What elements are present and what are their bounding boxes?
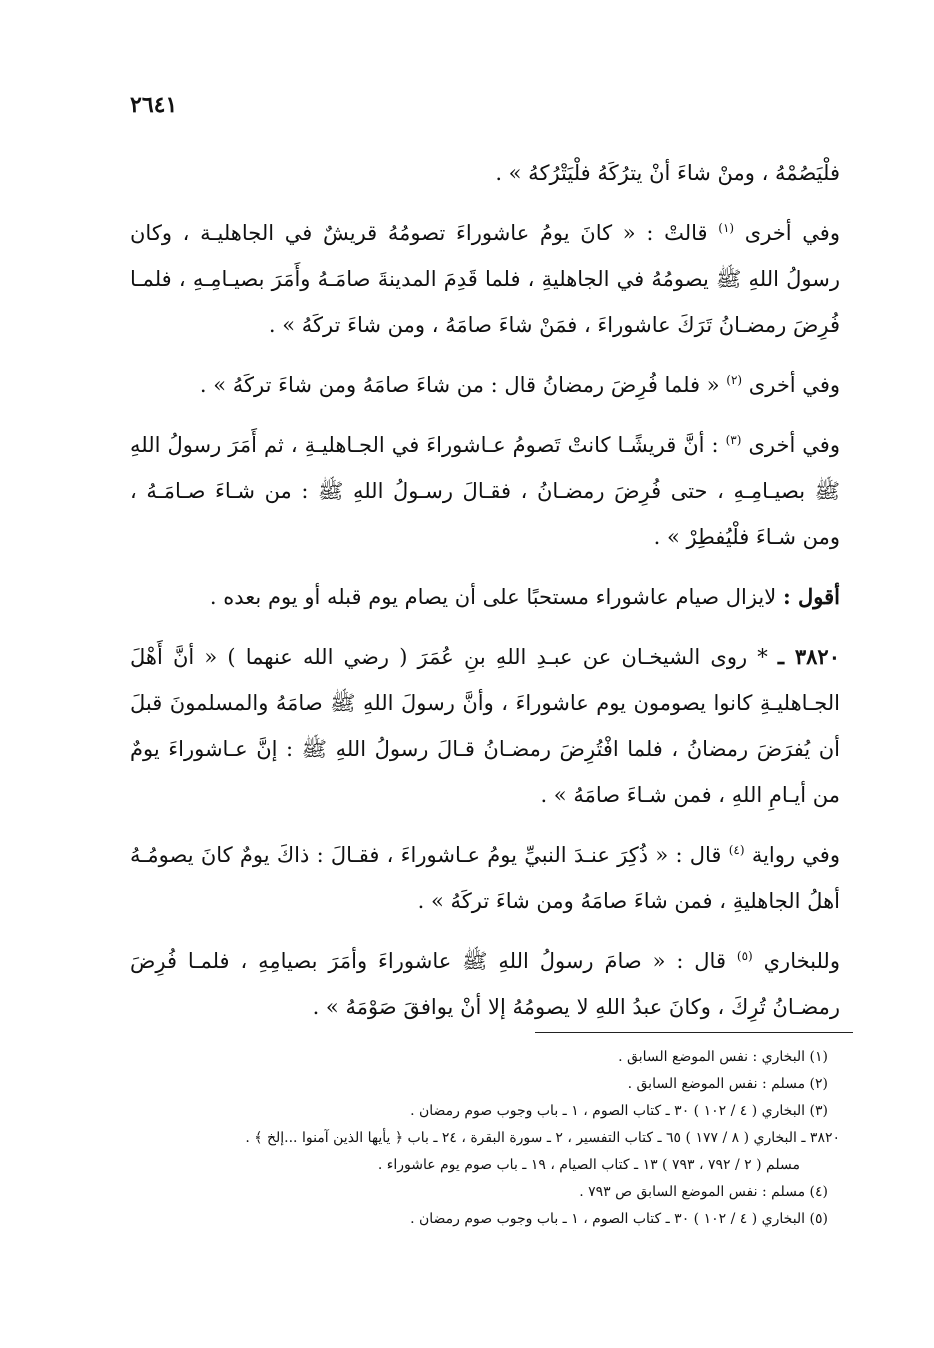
- paragraph-lead: وفي أخرى: [748, 373, 840, 397]
- footnote-1: (١) البخاري : نفس الموضع السابق .: [618, 1049, 828, 1065]
- paragraph-text: لايزال صيام عاشوراء مستحبًا على أن يصام يوم قبله أو يوم بعده .: [209, 585, 777, 609]
- paragraph-lead: وللبخاري: [763, 949, 840, 973]
- paragraph-lead: أقول :: [782, 584, 840, 609]
- paragraph-7: [130, 832, 840, 924]
- footnote-2: (٢) مسلم : نفس الموضع السابق .: [627, 1076, 828, 1092]
- paragraph-lead: وفي أخرى: [748, 433, 840, 457]
- paragraph-text: * روى الشيخـان عن عبـدِ اللهِ بنِ عُمَرَ ( رضي الله عنهما ) « أنَّ أَهْلَ الجـاهليـةِ كانوا يصومون يوم عاشوراءَ ، وأنَّ رسولَ اللهِ ﷺ صامَهُ والمسلمونَ قبلَ أن يُفرَضَ رمضانُ ، فلما افْتُرِضَ رمضـانُ قـالَ رسولُ اللهِ ﷺ : إنَّ عـاشوراءَ يومٌ من أيـامِ اللهِ ، فمن شـاءَ صامَهُ » .: [130, 645, 840, 807]
- footnote-3: (٣) البخاري ( ٤ / ١٠٢ ) ٣٠ ـ كتاب الصوم ، ١ ـ باب وجوب صوم رمضان .: [410, 1103, 828, 1119]
- footnotes: [130, 1044, 840, 1233]
- footnote-3820-continued: مسلم ( ٢ / ٧٩٢ ، ٧٩٣ ) ١٣ ـ كتاب الصيام ، ١٩ ـ باب صوم يوم عاشوراء .: [377, 1157, 800, 1173]
- paragraph-text: فلْيَصُمْهُ ، ومنْ شاءَ أنْ يترُكَهُ فلْيَتْرُكهُ » .: [495, 161, 840, 185]
- paragraph-lead: وفي أخرى: [744, 221, 840, 245]
- footnote-ref: (٢): [726, 373, 743, 387]
- paragraph-lead: وفي رواية: [751, 843, 840, 867]
- footnote-ref: (٥): [736, 949, 753, 963]
- footnote-ref: (٤): [728, 843, 745, 857]
- paragraph-8: [130, 938, 840, 1030]
- footnote-5: (٥) البخاري ( ٤ / ١٠٢ ) ٣٠ ـ كتاب الصوم ، ١ ـ باب وجوب صوم رمضان .: [410, 1211, 828, 1227]
- paragraph-1: [130, 150, 840, 196]
- main-text: [130, 150, 840, 1044]
- paragraph-text: قال : « صامَ رسولُ اللهِ ﷺ عاشوراءَ وأمَرَ بصيامِهِ ، فلمـا فُرِضَ رمضـانُ تُرِكَ ، وكانَ عبدُ اللهِ لا يصومُهُ إلا أنْ يوافقَ صَوْمَهُ » .: [130, 949, 840, 1019]
- page-number: ٢٦٤١: [130, 92, 178, 118]
- footnote-4: (٤) مسلم : نفس الموضع السابق ص ٧٩٣ .: [579, 1184, 828, 1200]
- paragraph-3: [130, 362, 840, 408]
- paragraph-5: [130, 574, 840, 620]
- paragraph-2: [130, 210, 840, 348]
- paragraph-4: [130, 422, 840, 560]
- footnote-divider: [535, 1032, 853, 1033]
- paragraph-6: [130, 634, 840, 818]
- paragraph-text: : أنَّ قريشًـا كانتْ تَصومُ عـاشوراءَ في الجـاهليـةِ ، ثم أَمَرَ رسولُ اللهِ ﷺ بصيـامِـهِ ، حتى فُرِضَ رمضـانُ ، فقـالَ رسـولُ اللهِ ﷺ : من شـاءَ صـامَـهُ ، ومن شـاءَ فلْيُفطِرْ » .: [130, 433, 840, 549]
- paragraph-text: قال : « ذُكِرَ عنـدَ النبيِّ يومُ عـاشوراءَ ، فقـالَ : ذاكَ يومٌ كانَ يصومُـهُ أهلُ الجاهليةِ ، فمن شاءَ صامَهُ ومن شاءَ تركَهُ » .: [130, 843, 840, 913]
- paragraph-text: قالتْ : « كانَ يومُ عاشوراءَ تصومُهُ قريشٌ في الجاهليـة ، وكان رسولُ اللهِ ﷺ يصومُهُ في الجاهليةِ ، فلما قَدِمَ المدينةَ صامَـهُ وأَمَرَ بصيـامِـهِ ، فلمـا فُرِضَ رمضـانُ تَرَكَ عاشوراءَ ، فمَنْ شاءَ صامَهُ ، ومن شاءَ تركَهُ » .: [130, 221, 841, 337]
- footnote-3820: ٣٨٢٠ ـ البخاري ( ٨ / ١٧٧ ) ٦٥ ـ كتاب التفسير ، ٢ ـ سورة البقرة ، ٢٤ ـ باب ﴿ يأيها الذين آمنوا ...إلخ ﴾ .: [245, 1130, 840, 1146]
- hadith-number: ٣٨٢٠ ـ: [777, 644, 840, 669]
- footnote-ref: (٣): [725, 433, 742, 447]
- footnote-ref: (١): [718, 221, 735, 235]
- paragraph-text: « فلما فُرِضَ رمضانُ قال : من شاءَ صامَهُ ومن شاءَ تركَهُ » .: [199, 373, 720, 397]
